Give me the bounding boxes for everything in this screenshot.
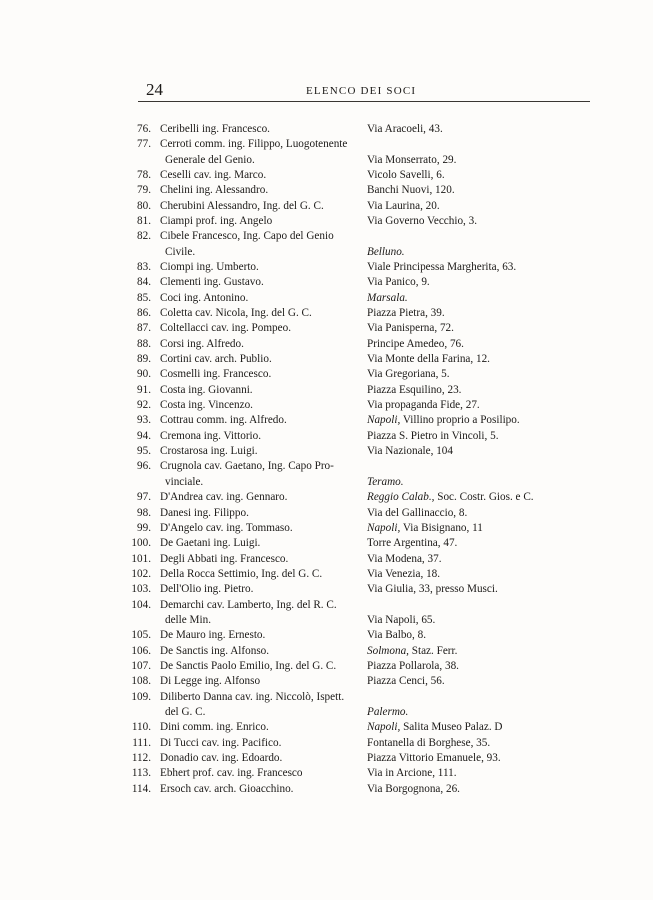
member-entry-line — [0, 658, 653, 674]
entry-number: 98. — [137, 506, 151, 519]
address-street: Banchi Nuovi, 120. — [367, 184, 455, 197]
member-entry-line — [0, 520, 653, 536]
member-name: Ciampi prof. ing. Angelo — [160, 215, 273, 228]
entry-number: 89. — [137, 353, 151, 366]
address-street: Piazza S. Pietro in Vincoli, 5. — [367, 429, 499, 442]
member-entry-line — [0, 566, 653, 582]
member-name-continuation: Generale del Genio. — [165, 153, 255, 166]
member-address — [367, 658, 459, 674]
member-entry-line — [0, 198, 653, 214]
member-entry-line — [0, 290, 653, 306]
address-street: Via Governo Vecchio, 3. — [367, 215, 478, 228]
entry-number: 76. — [137, 123, 151, 135]
entry-number: 93. — [137, 414, 151, 427]
member-name: Cibele Francesco, Ing. Capo del Genio — [160, 230, 334, 243]
member-entry-line — [0, 274, 653, 290]
entry-number: 108. — [131, 675, 151, 688]
address-street: Piazza Pollarola, 38. — [367, 659, 459, 672]
member-city: Palermo. — [367, 705, 409, 718]
member-address — [367, 351, 490, 367]
address-city: Solmona, — [367, 644, 409, 657]
member-address — [367, 612, 435, 628]
member-entry-line — [0, 121, 653, 137]
member-name: Dini comm. ing. Enrico. — [160, 721, 269, 734]
entry-number: 81. — [137, 215, 151, 228]
member-address — [367, 535, 457, 551]
member-entry-line — [0, 750, 653, 766]
entry-number: 77. — [137, 138, 151, 151]
member-name: Clementi ing. Gustavo. — [160, 276, 264, 289]
member-city: Marsala. — [367, 291, 408, 304]
entry-number: 110. — [131, 721, 151, 734]
member-entry-line — [0, 612, 653, 628]
member-name: De Sanctis Paolo Emilio, Ing. del G. C. — [160, 659, 337, 672]
address-street: Via Nazionale, 104 — [367, 445, 453, 458]
member-name: Ciompi ing. Umberto. — [160, 261, 259, 274]
address-street: Via Venezia, 18. — [367, 567, 441, 580]
member-name: Cottrau comm. ing. Alfredo. — [160, 414, 287, 427]
address-street: Via Aracoeli, 43. — [367, 123, 443, 135]
member-entry-line — [0, 213, 653, 229]
member-address — [367, 366, 450, 382]
address-street: Vicolo Savelli, 6. — [367, 169, 445, 182]
member-name: Crostarosa ing. Luigi. — [160, 445, 258, 458]
address-street: Via propaganda Fide, 27. — [367, 399, 480, 412]
member-name-continuation: vinciale. — [165, 475, 204, 488]
address-street: Salita Museo Palaz. D — [403, 721, 503, 734]
address-street: Via Panisperna, 72. — [367, 322, 454, 335]
member-name: De Gaetani ing. Luigi. — [160, 537, 261, 550]
address-city: Napoli, — [367, 721, 401, 734]
address-street: Fontanella di Borghese, 35. — [367, 736, 491, 749]
address-street: Via Monserrato, 29. — [367, 153, 457, 166]
member-name: D'Andrea cav. ing. Gennaro. — [160, 491, 288, 504]
entry-number: 91. — [137, 383, 151, 396]
member-address — [367, 643, 457, 659]
address-street: Villino proprio a Posilipo. — [402, 414, 520, 427]
member-address — [367, 765, 457, 781]
member-name: Cortini cav. arch. Publio. — [160, 353, 272, 366]
member-name-continuation: del G. C. — [165, 705, 206, 718]
member-entry-line — [0, 474, 653, 490]
entry-number: 87. — [137, 322, 151, 335]
member-city: Teramo. — [367, 475, 404, 488]
entry-number: 97. — [137, 491, 151, 504]
address-street: Via del Gallinaccio, 8. — [367, 506, 468, 519]
member-address — [367, 167, 445, 183]
member-entry-line — [0, 305, 653, 321]
member-name: Ersoch cav. arch. Gioacchino. — [160, 782, 294, 795]
address-street: Via Giulia, 33, presso Musci. — [367, 583, 498, 596]
page-header — [138, 80, 590, 102]
member-entry-line — [0, 244, 653, 260]
member-address — [367, 412, 520, 428]
member-address — [367, 152, 456, 168]
entry-number: 100. — [131, 537, 151, 550]
entry-number: 99. — [137, 521, 151, 534]
address-street: Via Borgognona, 26. — [367, 782, 460, 795]
member-entry-line — [0, 336, 653, 352]
member-name: Ceribelli ing. Francesco. — [160, 123, 270, 135]
member-name: De Mauro ing. Ernesto. — [160, 629, 266, 642]
address-street: Via Balbo, 8. — [367, 629, 426, 642]
member-address — [367, 750, 501, 766]
entry-number: 84. — [137, 276, 151, 289]
entry-number: 85. — [137, 291, 151, 304]
member-address — [367, 259, 516, 275]
member-address — [367, 213, 477, 229]
running-title: ELENCO DEI SOCI — [306, 85, 417, 97]
member-entry-line — [0, 627, 653, 643]
address-city: Napoli, — [367, 521, 401, 534]
address-street: Via Bisignano, 11 — [402, 521, 483, 534]
member-address — [367, 121, 443, 137]
member-name: Corsi ing. Alfredo. — [160, 337, 244, 350]
member-entry-line — [0, 458, 653, 474]
address-street: Soc. Costr. Gios. e C. — [437, 491, 534, 504]
member-name: Cremona ing. Vittorio. — [160, 429, 262, 442]
entry-number: 95. — [137, 445, 151, 458]
entry-number: 113. — [131, 767, 151, 780]
member-address — [367, 627, 426, 643]
member-name: Chelini ing. Alessandro. — [160, 184, 269, 197]
member-entry-line — [0, 765, 653, 781]
member-address — [367, 505, 467, 521]
member-address — [367, 336, 464, 352]
member-entry-line — [0, 643, 653, 659]
member-name: Crugnola cav. Gaetano, Ing. Capo Pro- — [160, 460, 334, 473]
entry-number: 109. — [131, 690, 151, 703]
member-name-continuation: Civile. — [165, 245, 196, 258]
entry-number: 94. — [137, 429, 151, 442]
member-name: Costa ing. Giovanni. — [160, 383, 253, 396]
member-entry-line — [0, 259, 653, 275]
entry-number: 80. — [137, 199, 151, 212]
member-entry-line — [0, 152, 653, 168]
member-name: Cerroti comm. ing. Filippo, Luogotenente — [160, 138, 348, 151]
member-address — [367, 781, 460, 797]
member-address — [367, 397, 480, 413]
member-address — [367, 198, 440, 214]
member-entry-line — [0, 505, 653, 521]
member-name: Ceselli cav. ing. Marco. — [160, 169, 267, 182]
address-street: Piazza Esquilino, 23. — [367, 383, 462, 396]
entry-number: 92. — [137, 399, 151, 412]
address-street: Staz. Ferr. — [411, 644, 458, 657]
member-entry-line — [0, 719, 653, 735]
entry-number: 104. — [131, 598, 151, 611]
address-street: Piazza Cenci, 56. — [367, 675, 445, 688]
member-entry-line — [0, 412, 653, 428]
entry-number: 101. — [131, 552, 151, 565]
member-entry-line — [0, 182, 653, 198]
entry-number: 112. — [131, 751, 151, 764]
member-entry-line — [0, 704, 653, 720]
entry-number: 96. — [137, 460, 151, 473]
member-name: De Sanctis ing. Alfonso. — [160, 644, 270, 657]
entry-number: 103. — [131, 583, 151, 596]
member-name: Danesi ing. Filippo. — [160, 506, 249, 519]
member-entry-line — [0, 366, 653, 382]
entry-number: 102. — [131, 567, 151, 580]
member-entry-line — [0, 489, 653, 505]
member-entry-line — [0, 320, 653, 336]
address-street: Piazza Pietra, 39. — [367, 307, 445, 320]
entry-number: 79. — [137, 184, 151, 197]
member-entry-line — [0, 597, 653, 613]
entry-number: 105. — [131, 629, 151, 642]
member-entry-line — [0, 689, 653, 705]
entry-number: 83. — [137, 261, 151, 274]
address-street: Via Panico, 9. — [367, 276, 430, 289]
member-address — [367, 735, 490, 751]
entry-number: 86. — [137, 307, 151, 320]
member-name-continuation: delle Min. — [165, 613, 211, 626]
address-street: Via in Arcione, 111. — [367, 767, 457, 780]
entry-number: 106. — [131, 644, 151, 657]
member-name: Di Legge ing. Alfonso — [160, 675, 261, 688]
member-name: Degli Abbati ing. Francesco. — [160, 552, 289, 565]
address-street: Via Napoli, 65. — [367, 613, 436, 626]
member-entry-line — [0, 581, 653, 597]
address-street: Viale Principessa Margherita, 63. — [367, 261, 517, 274]
member-entry-line — [0, 428, 653, 444]
address-street: Piazza Vittorio Emanuele, 93. — [367, 751, 501, 764]
entry-number: 90. — [137, 368, 151, 381]
address-street: Principe Amedeo, 76. — [367, 337, 464, 350]
member-address — [367, 719, 503, 735]
member-name: Costa ing. Vincenzo. — [160, 399, 253, 412]
member-entry-line — [0, 351, 653, 367]
member-name: Cosmelli ing. Francesco. — [160, 368, 272, 381]
member-entry-line — [0, 673, 653, 689]
member-entry-line — [0, 228, 653, 244]
header-rule — [138, 101, 590, 102]
entry-number: 114. — [131, 782, 151, 795]
member-address — [367, 320, 454, 336]
member-name: D'Angelo cav. ing. Tommaso. — [160, 521, 293, 534]
member-address — [367, 566, 440, 582]
member-address — [367, 443, 453, 459]
member-city: Belluno. — [367, 245, 405, 258]
member-name: Coletta cav. Nicola, Ing. del G. C. — [160, 307, 312, 320]
member-address — [367, 274, 430, 290]
entry-number: 107. — [131, 659, 151, 672]
member-name: Cherubini Alessandro, Ing. del G. C. — [160, 199, 324, 212]
member-entry-line — [0, 443, 653, 459]
member-address — [367, 382, 461, 398]
address-street: Via Gregoriana, 5. — [367, 368, 450, 381]
entry-number: 78. — [137, 169, 151, 182]
address-street: Torre Argentina, 47. — [367, 537, 458, 550]
member-address — [367, 428, 499, 444]
member-address — [367, 673, 445, 689]
entry-number: 82. — [137, 230, 151, 243]
member-address — [367, 581, 498, 597]
entry-number: 88. — [137, 337, 151, 350]
address-street: Via Monte della Farina, 12. — [367, 353, 490, 366]
member-entry-line — [0, 397, 653, 413]
member-name: Ebhert prof. cav. ing. Francesco — [160, 767, 303, 780]
member-name: Donadio cav. ing. Edoardo. — [160, 751, 283, 764]
member-name: Della Rocca Settimio, Ing. del G. C. — [160, 567, 323, 580]
page-number: 24 — [146, 80, 163, 99]
member-name: Demarchi cav. Lamberto, Ing. del R. C. — [160, 598, 337, 611]
entry-number: 111. — [132, 736, 151, 749]
member-name: Coci ing. Antonino. — [160, 291, 249, 304]
member-address — [367, 305, 445, 321]
member-name: Coltellacci cav. ing. Pompeo. — [160, 322, 292, 335]
address-street: Via Modena, 37. — [367, 552, 442, 565]
member-address — [367, 489, 534, 505]
member-entry-line — [0, 735, 653, 751]
member-name: Di Tucci cav. ing. Pacifico. — [160, 736, 282, 749]
member-entry-line — [0, 382, 653, 398]
member-entry-line — [0, 535, 653, 551]
member-address — [367, 520, 483, 536]
member-entry-line — [0, 167, 653, 183]
member-name: Diliberto Danna cav. ing. Niccolò, Ispett. — [160, 690, 345, 703]
member-entry-line — [0, 551, 653, 567]
member-entry-line — [0, 136, 653, 152]
address-city: Reggio Calab., — [367, 491, 435, 504]
address-street: Via Laurina, 20. — [367, 199, 440, 212]
address-city: Napoli, — [367, 414, 401, 427]
member-address — [367, 182, 455, 198]
member-name: Dell'Olio ing. Pietro. — [160, 583, 254, 596]
member-entry-line — [0, 781, 653, 797]
member-address — [367, 551, 442, 567]
